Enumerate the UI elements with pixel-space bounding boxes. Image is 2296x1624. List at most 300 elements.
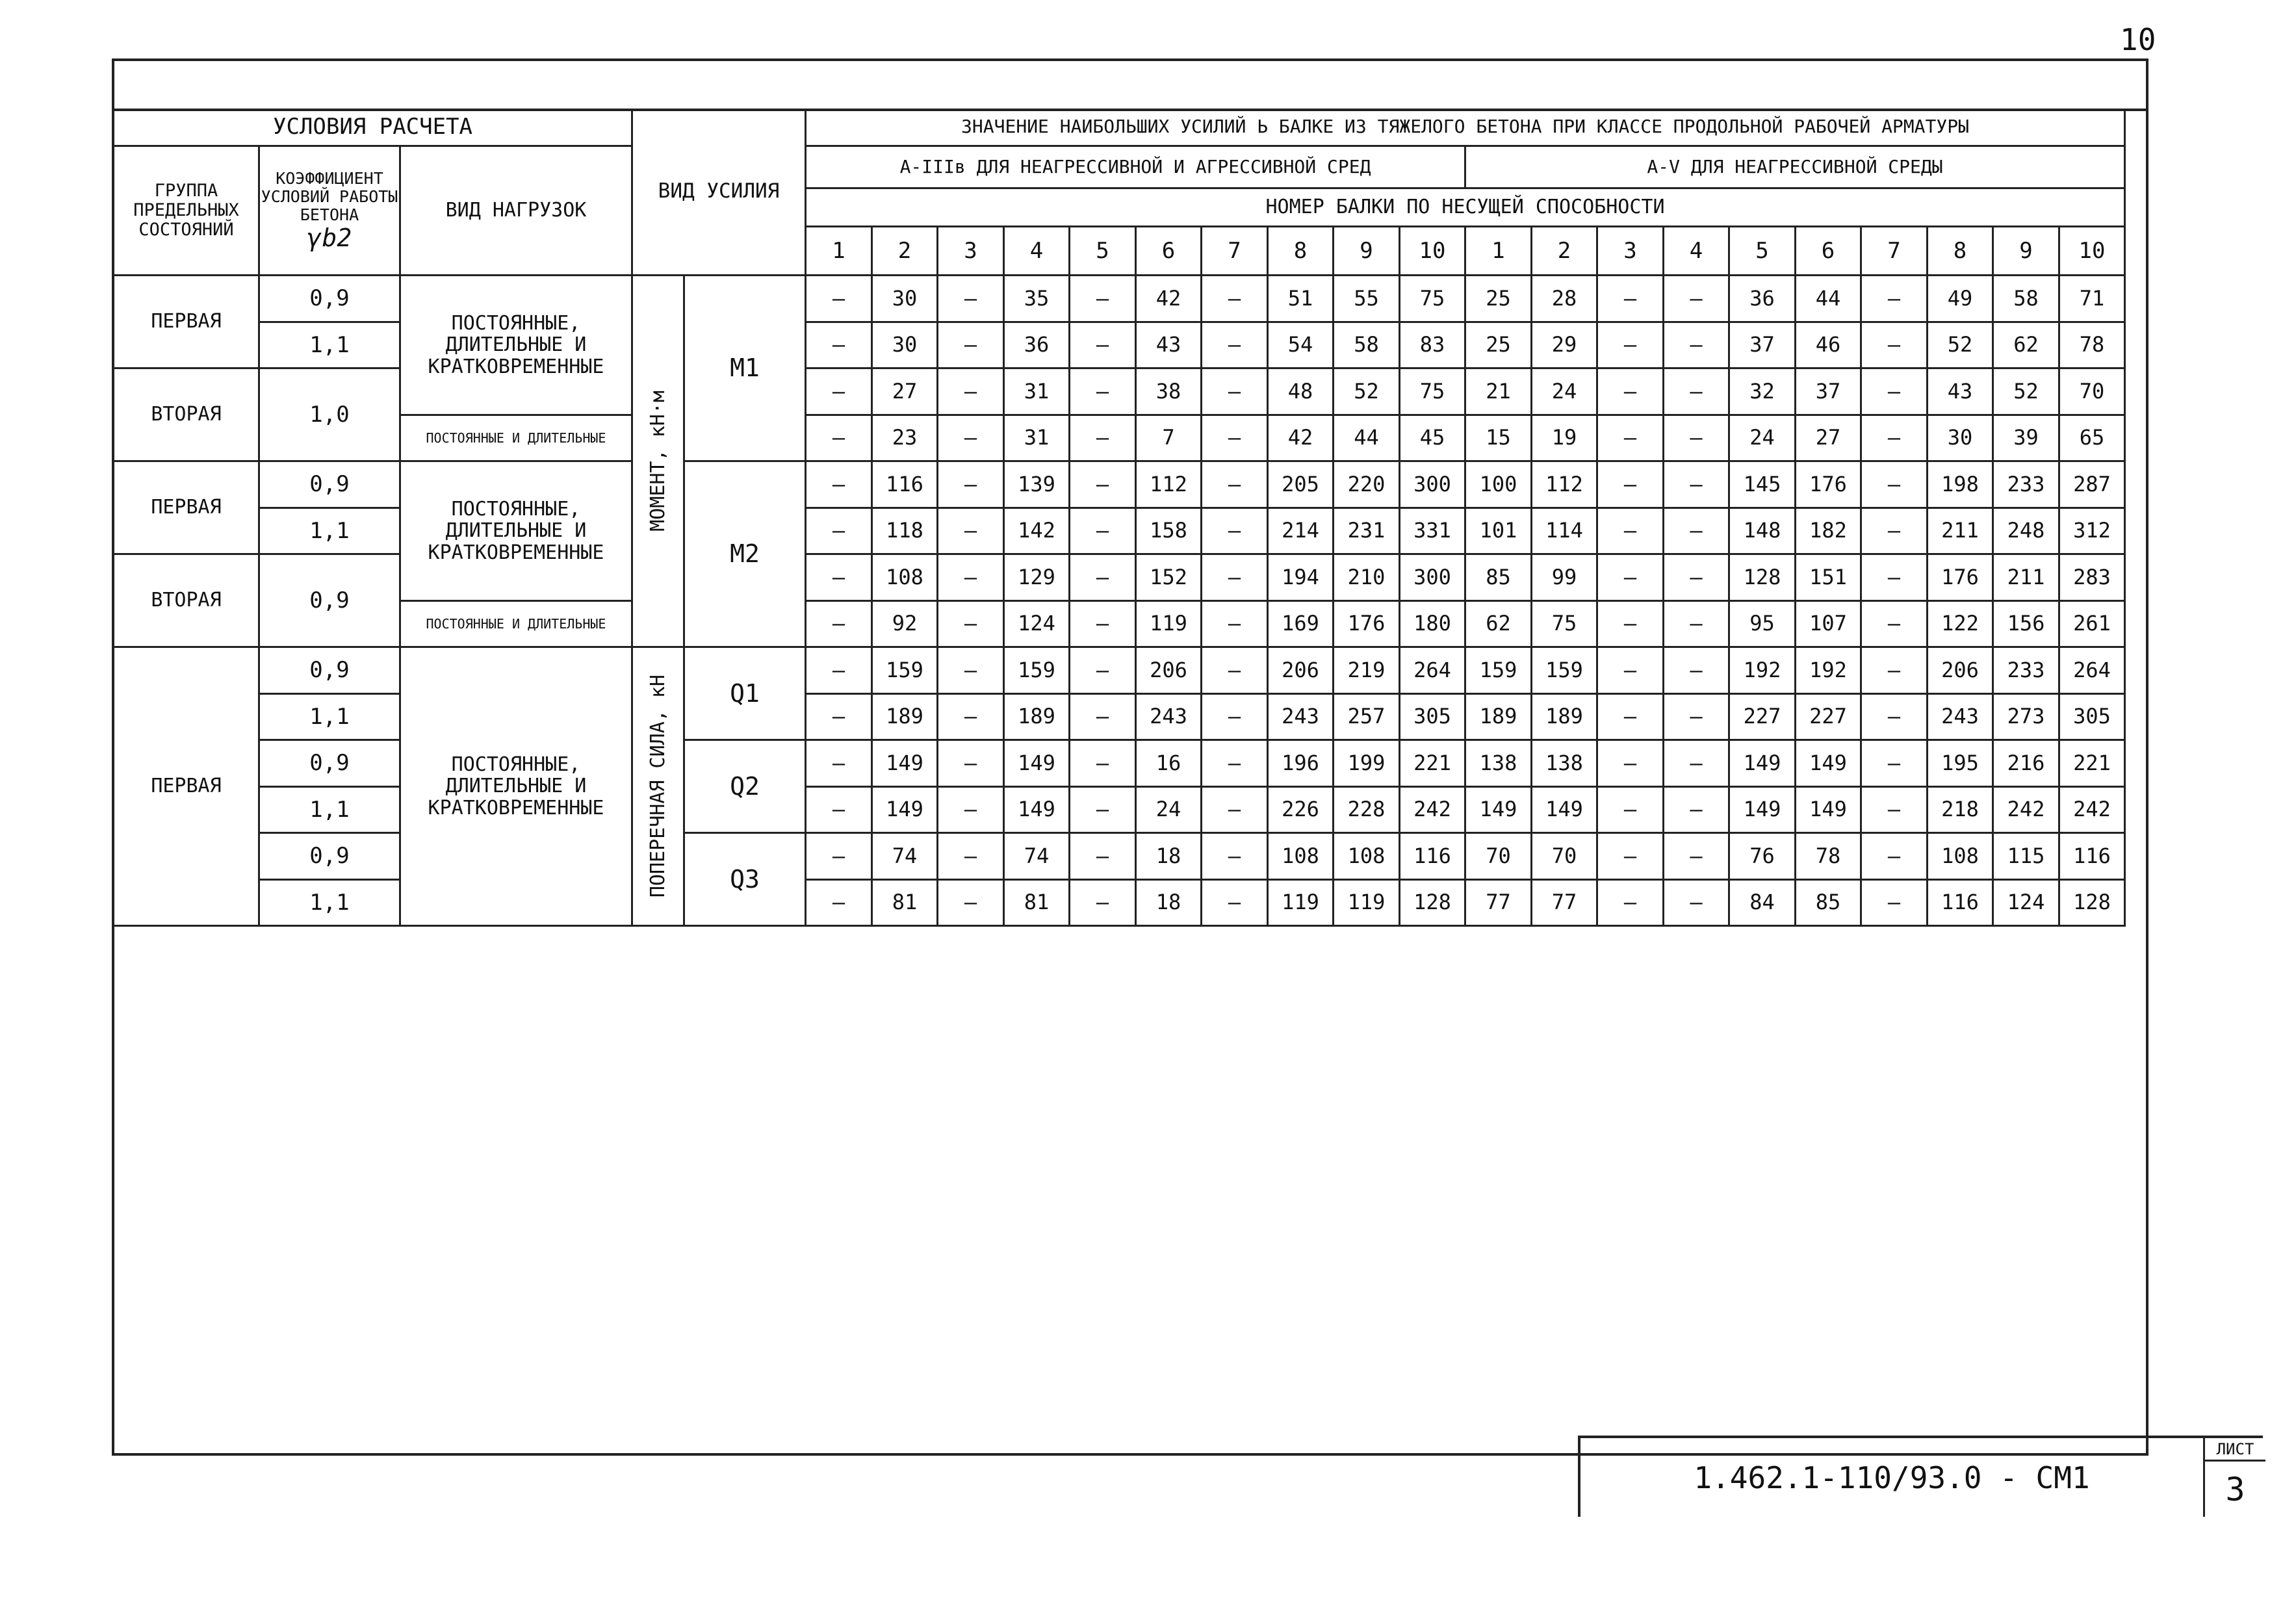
- value-cell: —: [1070, 834, 1137, 881]
- value-cell: —: [1070, 555, 1137, 602]
- value-cell: —: [1862, 276, 1928, 323]
- value-cell: —: [1664, 555, 1730, 602]
- header-a5: А-V ДЛЯ НЕАГРЕССИВНОЙ СРЕДЫ: [1466, 147, 2126, 189]
- beam-number-9: 9: [1334, 227, 1400, 276]
- value-cell: 195: [1928, 741, 1994, 788]
- value-cell: 51: [1269, 276, 1334, 323]
- coefficient-2: 1,1: [260, 323, 401, 369]
- value-cell: 189: [1466, 695, 1532, 741]
- value-cell: 152: [1137, 555, 1202, 602]
- value-cell: —: [938, 881, 1005, 927]
- force-4: Q2: [685, 741, 806, 834]
- value-cell: 18: [1137, 881, 1202, 927]
- force-5: Q3: [685, 834, 806, 927]
- value-cell: 128: [2060, 881, 2126, 927]
- value-cell: 31: [1005, 416, 1070, 462]
- value-cell: 75: [1532, 602, 1598, 648]
- value-cell: 37: [1796, 369, 1862, 416]
- value-cell: —: [938, 416, 1005, 462]
- value-cell: 206: [1269, 648, 1334, 695]
- value-cell: —: [1664, 741, 1730, 788]
- value-cell: 287: [2060, 462, 2126, 509]
- header-coefficient-symbol: γb2: [307, 223, 352, 252]
- document-code: 1.462.1-110/93.0 - СМ1: [1694, 1460, 2090, 1495]
- moment-label: [633, 276, 685, 648]
- value-cell: 21: [1466, 369, 1532, 416]
- value-cell: 180: [1400, 602, 1466, 648]
- value-cell: 75: [1400, 369, 1466, 416]
- header-coefficient-text: КОЭФФИЦИЕНТ УСЛОВИЙ РАБОТЫ БЕТОНА: [261, 168, 398, 224]
- value-cell: 75: [1400, 276, 1466, 323]
- value-cell: —: [1202, 648, 1269, 695]
- value-cell: —: [1202, 834, 1269, 881]
- value-cell: —: [1598, 369, 1664, 416]
- value-cell: —: [806, 462, 873, 509]
- value-cell: 210: [1334, 555, 1400, 602]
- value-cell: 158: [1137, 509, 1202, 555]
- value-cell: —: [1070, 509, 1137, 555]
- coefficient-9: 0,9: [260, 741, 401, 788]
- value-cell: 48: [1269, 369, 1334, 416]
- value-cell: —: [806, 695, 873, 741]
- value-cell: 242: [2060, 788, 2126, 834]
- value-cell: 24: [1730, 416, 1796, 462]
- value-cell: 108: [873, 555, 938, 602]
- value-cell: —: [1664, 323, 1730, 369]
- value-cell: —: [1598, 462, 1664, 509]
- value-cell: —: [1202, 602, 1269, 648]
- shear-label: [633, 648, 685, 927]
- value-cell: 218: [1928, 788, 1994, 834]
- beam-number-7: 7: [1202, 227, 1269, 276]
- value-cell: —: [1070, 788, 1137, 834]
- value-cell: —: [938, 555, 1005, 602]
- value-cell: 27: [1796, 416, 1862, 462]
- value-cell: 78: [1796, 834, 1862, 881]
- value-cell: 192: [1730, 648, 1796, 695]
- value-cell: 221: [1400, 741, 1466, 788]
- value-cell: 42: [1269, 416, 1334, 462]
- value-cell: 206: [1928, 648, 1994, 695]
- value-cell: 58: [1334, 323, 1400, 369]
- value-cell: 18: [1137, 834, 1202, 881]
- coefficient-7: 0,9: [260, 648, 401, 695]
- value-cell: —: [1070, 695, 1137, 741]
- beam-number-19: 9: [1994, 227, 2060, 276]
- value-cell: 149: [1730, 741, 1796, 788]
- value-cell: —: [1598, 881, 1664, 927]
- value-cell: 206: [1137, 648, 1202, 695]
- value-cell: —: [806, 834, 873, 881]
- value-cell: —: [1070, 602, 1137, 648]
- value-cell: 116: [873, 462, 938, 509]
- value-cell: 32: [1730, 369, 1796, 416]
- value-cell: 76: [1730, 834, 1796, 881]
- value-cell: 138: [1466, 741, 1532, 788]
- value-cell: —: [938, 462, 1005, 509]
- value-cell: 227: [1796, 695, 1862, 741]
- load-type-1: ПОСТОЯННЫЕ, ДЛИТЕЛЬНЫЕ И КРАТКОВРЕМЕННЫЕ: [401, 276, 633, 416]
- value-cell: 58: [1994, 276, 2060, 323]
- value-cell: —: [1664, 602, 1730, 648]
- value-cell: —: [1862, 369, 1928, 416]
- beam-number-11: 1: [1466, 227, 1532, 276]
- coefficient-5: 1,1: [260, 509, 401, 555]
- value-cell: —: [806, 276, 873, 323]
- value-cell: 182: [1796, 509, 1862, 555]
- value-cell: 119: [1269, 881, 1334, 927]
- value-cell: —: [1664, 509, 1730, 555]
- value-cell: —: [938, 602, 1005, 648]
- beam-number-6: 6: [1137, 227, 1202, 276]
- value-cell: 119: [1334, 881, 1400, 927]
- page-number: 10: [2120, 22, 2156, 57]
- value-cell: 331: [1400, 509, 1466, 555]
- value-cell: 92: [873, 602, 938, 648]
- value-cell: 176: [1928, 555, 1994, 602]
- value-cell: 30: [873, 323, 938, 369]
- value-cell: 70: [2060, 369, 2126, 416]
- value-cell: —: [1598, 695, 1664, 741]
- value-cell: 81: [1005, 881, 1070, 927]
- value-cell: —: [1664, 788, 1730, 834]
- value-cell: 142: [1005, 509, 1070, 555]
- value-cell: 264: [2060, 648, 2126, 695]
- moment-label-text: МОМЕНТ, кН·м: [646, 391, 669, 532]
- value-cell: —: [1598, 276, 1664, 323]
- value-cell: 300: [1400, 462, 1466, 509]
- value-cell: —: [1664, 369, 1730, 416]
- value-cell: 149: [1796, 741, 1862, 788]
- value-cell: 122: [1928, 602, 1994, 648]
- value-cell: 84: [1730, 881, 1796, 927]
- value-cell: —: [1070, 416, 1137, 462]
- force-2: M2: [685, 462, 806, 648]
- header-a3: А-IIIв ДЛЯ НЕАГРЕССИВНОЙ И АГРЕССИВНОЙ СРЕД: [806, 147, 1466, 189]
- beam-number-4: 4: [1005, 227, 1070, 276]
- coefficient-3: 1,0: [260, 369, 401, 462]
- value-cell: 149: [1532, 788, 1598, 834]
- value-cell: 149: [1466, 788, 1532, 834]
- header-load-type: ВИД НАГРУЗОК: [401, 147, 633, 276]
- value-cell: —: [806, 602, 873, 648]
- coefficient-6: 0,9: [260, 555, 401, 648]
- shear-label-text: ПОПЕРЕЧНАЯ СИЛА, кН: [646, 675, 669, 898]
- value-cell: 219: [1334, 648, 1400, 695]
- force-1: M1: [685, 276, 806, 462]
- value-cell: 99: [1532, 555, 1598, 602]
- value-cell: 227: [1730, 695, 1796, 741]
- value-cell: 261: [2060, 602, 2126, 648]
- value-cell: —: [1862, 695, 1928, 741]
- value-cell: 39: [1994, 416, 2060, 462]
- value-cell: 118: [873, 509, 938, 555]
- value-cell: 81: [873, 881, 938, 927]
- value-cell: 83: [1400, 323, 1466, 369]
- value-cell: —: [806, 555, 873, 602]
- value-cell: —: [1862, 741, 1928, 788]
- value-cell: —: [806, 788, 873, 834]
- coefficient-8: 1,1: [260, 695, 401, 741]
- value-cell: —: [1202, 555, 1269, 602]
- value-cell: 78: [2060, 323, 2126, 369]
- value-cell: 38: [1137, 369, 1202, 416]
- value-cell: 85: [1466, 555, 1532, 602]
- value-cell: 129: [1005, 555, 1070, 602]
- value-cell: —: [806, 369, 873, 416]
- value-cell: 16: [1137, 741, 1202, 788]
- value-cell: 198: [1928, 462, 1994, 509]
- value-cell: —: [806, 323, 873, 369]
- value-cell: 45: [1400, 416, 1466, 462]
- value-cell: 62: [1994, 323, 2060, 369]
- value-cell: 156: [1994, 602, 2060, 648]
- value-cell: —: [1202, 323, 1269, 369]
- beam-number-1: 1: [806, 227, 873, 276]
- value-cell: 124: [1994, 881, 2060, 927]
- value-cell: 25: [1466, 323, 1532, 369]
- value-cell: 70: [1466, 834, 1532, 881]
- value-cell: 116: [2060, 834, 2126, 881]
- value-cell: —: [1598, 741, 1664, 788]
- value-cell: 36: [1730, 276, 1796, 323]
- value-cell: —: [1070, 276, 1137, 323]
- value-cell: —: [1070, 462, 1137, 509]
- value-cell: 312: [2060, 509, 2126, 555]
- value-cell: 205: [1269, 462, 1334, 509]
- beam-number-8: 8: [1269, 227, 1334, 276]
- value-cell: 95: [1730, 602, 1796, 648]
- value-cell: —: [938, 695, 1005, 741]
- value-cell: 25: [1466, 276, 1532, 323]
- value-cell: —: [1598, 555, 1664, 602]
- value-cell: 49: [1928, 276, 1994, 323]
- value-cell: —: [1070, 369, 1137, 416]
- value-cell: —: [938, 369, 1005, 416]
- value-cell: —: [1598, 788, 1664, 834]
- value-cell: 149: [873, 741, 938, 788]
- value-cell: 194: [1269, 555, 1334, 602]
- value-cell: 112: [1137, 462, 1202, 509]
- value-cell: 159: [1005, 648, 1070, 695]
- value-cell: —: [1664, 695, 1730, 741]
- value-cell: 24: [1532, 369, 1598, 416]
- sheet-box: [2203, 1438, 2265, 1517]
- value-cell: —: [1862, 555, 1928, 602]
- value-cell: 149: [1796, 788, 1862, 834]
- load-type-5: ПОСТОЯННЫЕ, ДЛИТЕЛЬНЫЕ И КРАТКОВРЕМЕННЫЕ: [401, 648, 633, 927]
- value-cell: 30: [1928, 416, 1994, 462]
- value-cell: —: [1862, 602, 1928, 648]
- beam-number-17: 7: [1862, 227, 1928, 276]
- value-cell: 43: [1137, 323, 1202, 369]
- coefficient-10: 1,1: [260, 788, 401, 834]
- beam-number-15: 5: [1730, 227, 1796, 276]
- value-cell: —: [1862, 648, 1928, 695]
- value-cell: 44: [1334, 416, 1400, 462]
- value-cell: —: [1862, 834, 1928, 881]
- value-cell: 264: [1400, 648, 1466, 695]
- value-cell: 148: [1730, 509, 1796, 555]
- value-cell: 44: [1796, 276, 1862, 323]
- title-block: [1578, 1436, 2263, 1517]
- group-3: ПЕРВАЯ: [114, 462, 260, 555]
- value-cell: —: [938, 509, 1005, 555]
- value-cell: 226: [1269, 788, 1334, 834]
- value-cell: 220: [1334, 462, 1400, 509]
- value-cell: 115: [1994, 834, 2060, 881]
- value-cell: —: [806, 881, 873, 927]
- value-cell: 112: [1532, 462, 1598, 509]
- value-cell: 149: [1005, 788, 1070, 834]
- value-cell: 242: [1994, 788, 2060, 834]
- value-cell: —: [1862, 881, 1928, 927]
- value-cell: —: [938, 788, 1005, 834]
- value-cell: —: [806, 741, 873, 788]
- value-cell: —: [1598, 323, 1664, 369]
- value-cell: 74: [873, 834, 938, 881]
- value-cell: 243: [1137, 695, 1202, 741]
- load-type-3: ПОСТОЯННЫЕ, ДЛИТЕЛЬНЫЕ И КРАТКОВРЕМЕННЫЕ: [401, 462, 633, 602]
- value-cell: 138: [1532, 741, 1598, 788]
- value-cell: —: [1862, 509, 1928, 555]
- force-3: Q1: [685, 648, 806, 741]
- value-cell: —: [806, 509, 873, 555]
- value-cell: 189: [1532, 695, 1598, 741]
- value-cell: 31: [1005, 369, 1070, 416]
- value-cell: 214: [1269, 509, 1334, 555]
- value-cell: —: [1070, 741, 1137, 788]
- header-coefficient: [260, 147, 401, 276]
- sheet-number: 3: [2225, 1470, 2245, 1508]
- coefficient-4: 0,9: [260, 462, 401, 509]
- value-cell: 196: [1269, 741, 1334, 788]
- value-cell: —: [1598, 648, 1664, 695]
- value-cell: —: [1202, 881, 1269, 927]
- value-cell: 300: [1400, 555, 1466, 602]
- value-cell: 243: [1269, 695, 1334, 741]
- value-cell: 145: [1730, 462, 1796, 509]
- header-conditions: УСЛОВИЯ РАСЧЕТА: [114, 109, 633, 147]
- value-cell: 151: [1796, 555, 1862, 602]
- value-cell: 192: [1796, 648, 1862, 695]
- value-cell: 77: [1466, 881, 1532, 927]
- value-cell: 248: [1994, 509, 2060, 555]
- load-type-2: ПОСТОЯННЫЕ И ДЛИТЕЛЬНЫЕ: [401, 416, 633, 462]
- value-cell: —: [1202, 462, 1269, 509]
- value-cell: 15: [1466, 416, 1532, 462]
- value-cell: —: [1598, 602, 1664, 648]
- value-cell: 24: [1137, 788, 1202, 834]
- value-cell: 55: [1334, 276, 1400, 323]
- value-cell: 114: [1532, 509, 1598, 555]
- value-cell: 70: [1532, 834, 1598, 881]
- value-cell: 77: [1532, 881, 1598, 927]
- value-cell: —: [1664, 462, 1730, 509]
- value-cell: 159: [1532, 648, 1598, 695]
- header-beam-number: НОМЕР БАЛКИ ПО НЕСУЩЕЙ СПОСОБНОСТИ: [806, 189, 2126, 227]
- beam-number-5: 5: [1070, 227, 1137, 276]
- group-5: ПЕРВАЯ: [114, 648, 260, 927]
- value-cell: 139: [1005, 462, 1070, 509]
- value-cell: —: [1862, 416, 1928, 462]
- value-cell: —: [1070, 881, 1137, 927]
- value-cell: 42: [1137, 276, 1202, 323]
- value-cell: 283: [2060, 555, 2126, 602]
- value-cell: 305: [1400, 695, 1466, 741]
- value-cell: —: [1598, 416, 1664, 462]
- value-cell: 30: [873, 276, 938, 323]
- value-cell: 149: [873, 788, 938, 834]
- value-cell: 108: [1269, 834, 1334, 881]
- value-cell: 189: [873, 695, 938, 741]
- value-cell: —: [938, 741, 1005, 788]
- value-cell: 7: [1137, 416, 1202, 462]
- value-cell: —: [1598, 834, 1664, 881]
- value-cell: —: [806, 648, 873, 695]
- value-cell: 176: [1334, 602, 1400, 648]
- beam-number-3: 3: [938, 227, 1005, 276]
- beam-number-12: 2: [1532, 227, 1598, 276]
- value-cell: —: [1664, 648, 1730, 695]
- value-cell: 189: [1005, 695, 1070, 741]
- value-cell: 65: [2060, 416, 2126, 462]
- value-cell: 119: [1137, 602, 1202, 648]
- value-cell: 159: [1466, 648, 1532, 695]
- value-cell: 305: [2060, 695, 2126, 741]
- header-group: ГРУППА ПРЕДЕЛЬНЫХ СОСТОЯНИЙ: [114, 147, 260, 276]
- value-cell: —: [1664, 881, 1730, 927]
- value-cell: 19: [1532, 416, 1598, 462]
- value-cell: 27: [873, 369, 938, 416]
- beam-number-13: 3: [1598, 227, 1664, 276]
- value-cell: 149: [1005, 741, 1070, 788]
- value-cell: —: [1202, 369, 1269, 416]
- value-cell: —: [938, 323, 1005, 369]
- value-cell: 242: [1400, 788, 1466, 834]
- coefficient-12: 1,1: [260, 881, 401, 927]
- value-cell: 37: [1730, 323, 1796, 369]
- beam-number-2: 2: [873, 227, 938, 276]
- value-cell: —: [1598, 509, 1664, 555]
- value-cell: —: [806, 416, 873, 462]
- value-cell: 35: [1005, 276, 1070, 323]
- value-cell: 29: [1532, 323, 1598, 369]
- value-cell: 124: [1005, 602, 1070, 648]
- value-cell: 216: [1994, 741, 2060, 788]
- value-cell: 62: [1466, 602, 1532, 648]
- value-cell: —: [1862, 788, 1928, 834]
- value-cell: 71: [2060, 276, 2126, 323]
- value-cell: 107: [1796, 602, 1862, 648]
- value-cell: 100: [1466, 462, 1532, 509]
- value-cell: 231: [1334, 509, 1400, 555]
- value-cell: 43: [1928, 369, 1994, 416]
- header-main: ЗНАЧЕНИЕ НАИБОЛЬШИХ УСИЛИЙ Ь БАЛКЕ ИЗ ТЯЖЕЛОГО БЕТОНА ПРИ КЛАССЕ ПРОДОЛЬНОЙ РАБОЧЕЙ АРМАТУРЫ: [806, 109, 2126, 147]
- beam-number-14: 4: [1664, 227, 1730, 276]
- value-cell: 28: [1532, 276, 1598, 323]
- value-cell: —: [938, 648, 1005, 695]
- value-cell: 52: [1994, 369, 2060, 416]
- value-cell: 211: [1928, 509, 1994, 555]
- value-cell: —: [1070, 323, 1137, 369]
- value-cell: 108: [1334, 834, 1400, 881]
- value-cell: —: [1202, 416, 1269, 462]
- value-cell: 169: [1269, 602, 1334, 648]
- value-cell: —: [1664, 276, 1730, 323]
- value-cell: 52: [1928, 323, 1994, 369]
- value-cell: 199: [1334, 741, 1400, 788]
